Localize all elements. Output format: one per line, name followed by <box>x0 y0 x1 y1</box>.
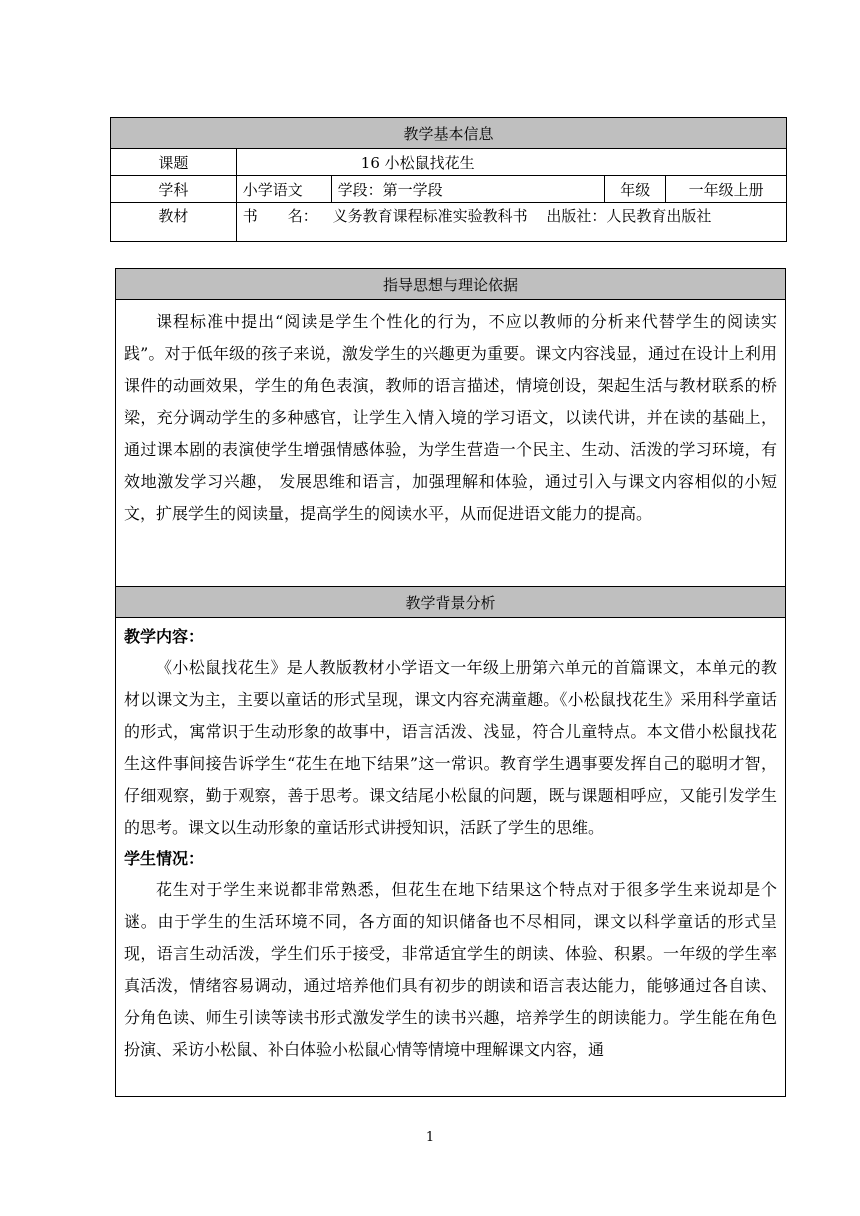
page-number: 1 <box>425 1130 435 1145</box>
content-paragraph: 《小松鼠找花生》是人教版教材小学语文一年级上册第六单元的首篇课文，本单元的教材以课文为主，主要以童话的形式呈现，课文内容充满童趣。《小松鼠找花生》采用科学童话的形式，寓常识于生动形象的故事中，语言活泼、浅显，符合儿童特点。本文借小松鼠找花生这件事间接告诉学生“花生在地下结果”这一常识。教育学生遇事要发挥自己的聪明才智，仔细观察，勤于观察，善于思考。课文结尾小松鼠的问题，既与课题相呼应，又能引发学生的思考。课文以生动形象的童话形式讲授知识，活跃了学生的思维。 <box>124 658 777 837</box>
guide-heading: 指导思想与理论依据 <box>116 269 786 300</box>
student-title: 学生情况： <box>124 849 205 868</box>
material-label: 教材 <box>111 203 237 242</box>
basic-info-heading: 教学基本信息 <box>111 118 787 149</box>
stage-value: 学段：第一学段 <box>331 176 605 203</box>
topic-value: 16 小松鼠找花生 <box>236 149 786 176</box>
background-heading: 教学背景分析 <box>116 587 786 618</box>
topic-label: 课题 <box>111 149 237 176</box>
background-body <box>116 618 786 1097</box>
subject-value: 小学语文 <box>236 176 331 203</box>
guide-paragraph: 课程标准中提出“阅读是学生个性化的行为，不应以教师的分析来代替学生的阅读实践”。对于低年级的孩子来说，激发学生的兴趣更为重要。课文内容浅显，通过在设计上利用课件的动画效果，学生的角色表演，教师的语言描述，情境创设，架起生活与教材联系的桥梁，充分调动学生的多种感官，让学生入情入境的学习语文，以读代讲，并在读的基础上，通过课本剧的表演使学生增强情感体验，为学生营造一个民主、生动、活泼的学习环境，有效地激发学习兴趣， 发展思维和语言，加强理解和体验，通过引入与课文内容相似的小短文，扩展学生的阅读量，提高学生的阅读水平，从而促进语文能力的提高。 <box>124 312 777 523</box>
book-value: 义务教育课程标准实验教科书 <box>332 207 528 225</box>
book-label: 书 名： <box>242 207 318 225</box>
subject-label: 学科 <box>111 176 237 203</box>
basic-info-table <box>110 117 787 242</box>
guide-and-background-table <box>115 268 786 1097</box>
grade-value: 一年级上册 <box>666 176 787 203</box>
content-title: 教学内容： <box>124 627 205 646</box>
material-value <box>236 203 786 242</box>
student-paragraph: 花生对于学生来说都非常熟悉，但花生在地下结果这个特点对于很多学生来说却是个谜。由于学生的生活环境不同，各方面的知识储备也不尽相同，课文以科学童话的形式呈现，语言生动活泼，学生们乐于接受，非常适宜学生的朗读、体验、积累。一年级的学生率真活泼，情绪容易调动，通过培养他们具有初步的朗读和语言表达能力，能够通过各自读、分角色读、师生引读等读书形式激发学生的读书兴趣，培养学生的朗读能力。学生能在角色扮演、采访小松鼠、补白体验小松鼠心情等情境中理解课文内容，通 <box>124 880 777 1059</box>
grade-label: 年级 <box>605 176 666 203</box>
guide-body <box>116 300 786 587</box>
publisher-value: 出版社：人民教育出版社 <box>546 207 712 225</box>
